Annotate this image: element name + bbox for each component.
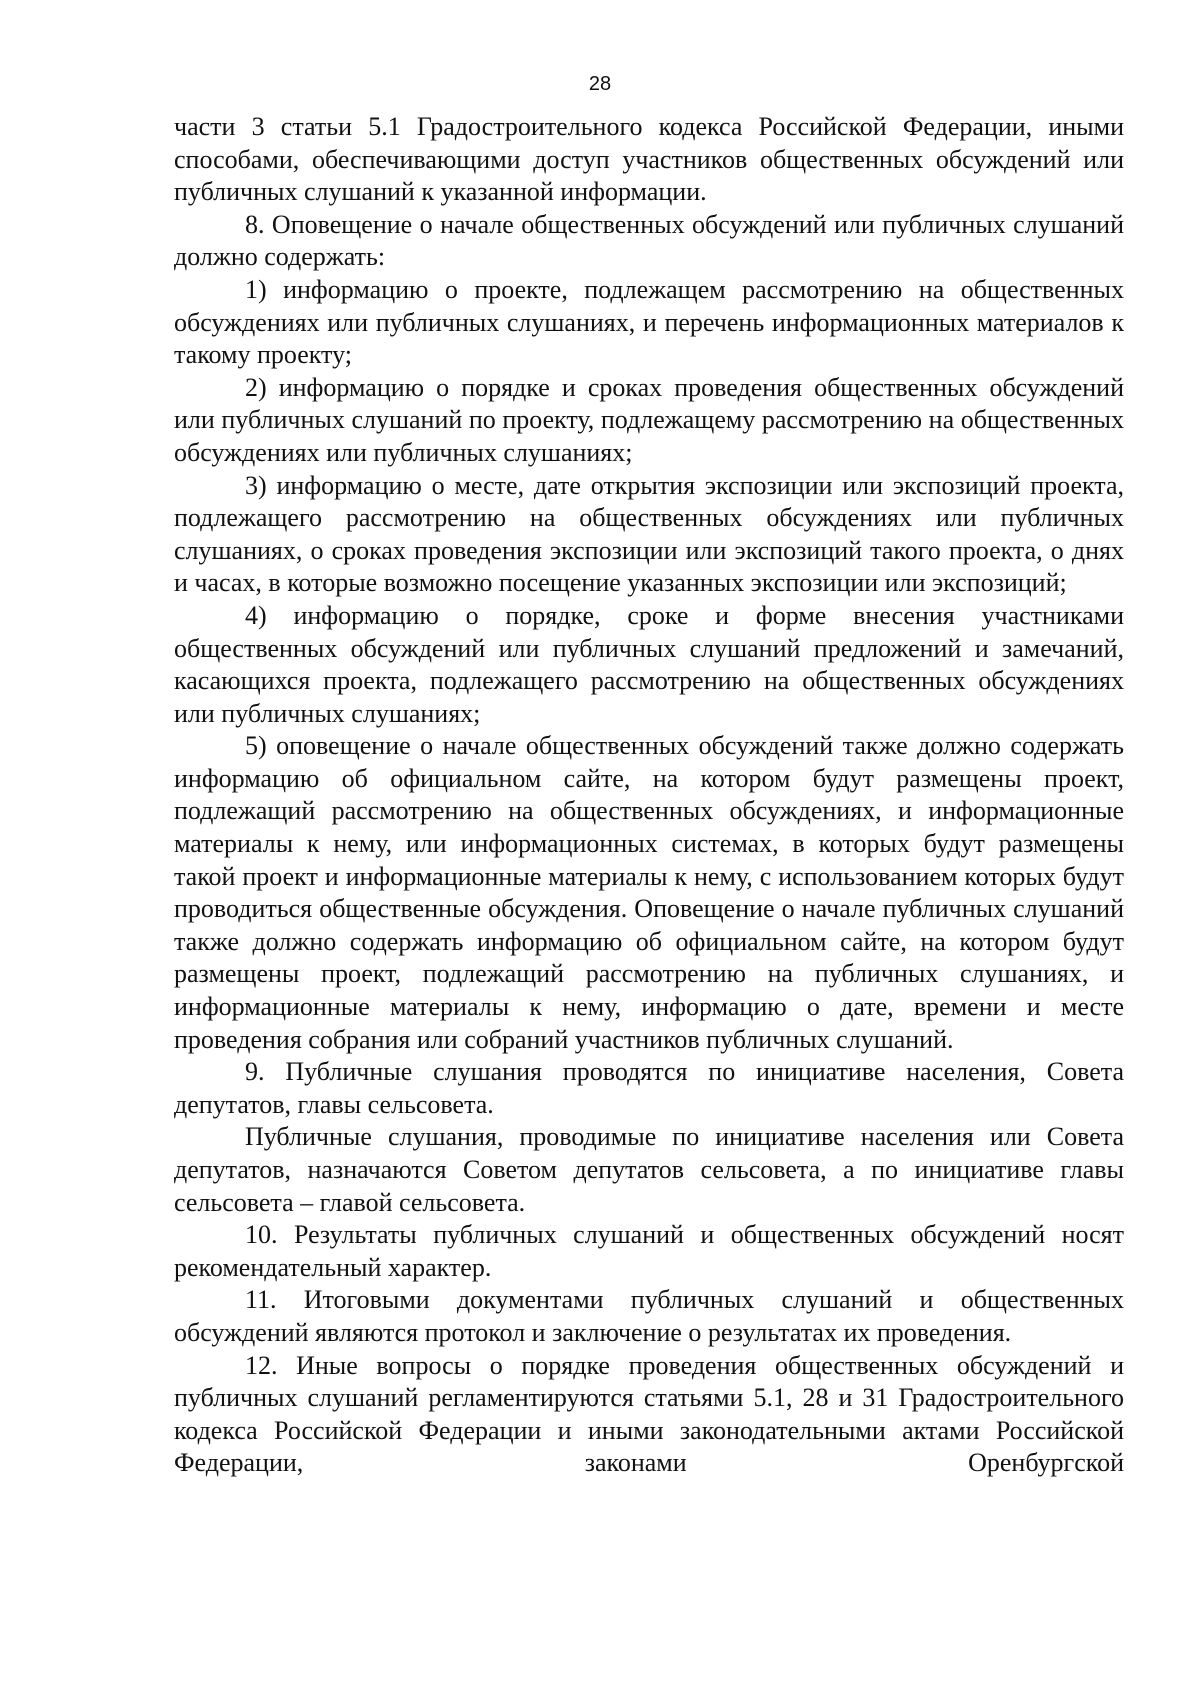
paragraph-item-9-continued: Публичные слушания, проводимые по инициативе населения или Совета депутатов, назначаются Советом депутатов сельсовета, а по инициативе главы сельсовета – главой сельсовета. — [174, 1122, 1124, 1217]
paragraph-subitem-1: 1) информацию о проекте, подлежащем рассмотрению на общественных обсуждениях или публичных слушаниях, и перечень информационных материалов к такому проекту; — [174, 274, 1124, 370]
paragraph-continuation: части 3 статьи 5.1 Градостроительного кодекса Российской Федерации, иными способами, обеспечивающими доступ участников общественных обсуждений или публичных слушаний к указанной информации. — [174, 112, 1124, 207]
paragraph-item-8: 8. Оповещение о начале общественных обсуждений или публичных слушаний должно содержать: — [174, 209, 1124, 272]
paragraph-subitem-4: 4) информацию о порядке, сроке и форме внесения участниками общественных обсуждений или публичных слушаний предложений и замечаний, касающихся проекта, подлежащего рассмотрению на общественных обсуждениях или публичных слушаниях; — [174, 600, 1124, 728]
paragraph-item-9: 9. Публичные слушания проводятся по инициативе населения, Совета депутатов, главы сельсовета. — [174, 1057, 1124, 1119]
paragraph-subitem-3: 3) информацию о месте, дате открытия экспозиции или экспозиций проекта, подлежащего рассмотрению на общественных обсуждениях или публичных слушаниях, о сроках проведения экспозиции или экспозиций такого проекта, о днях и часах, в которые возможно посещение указанных экспозиции или экспозиций; — [174, 470, 1124, 598]
page-number: 28 — [588, 73, 612, 95]
paragraph-item-12: 12. Иные вопросы о порядке проведения общественных обсуждений и публичных слушаний регламентируются статьями 5.1, 28 и 31 Градостроительного кодекса Российской Федерации и иными законодательными актами Российской Федерации, законами Оренбургской — [174, 1350, 1124, 1478]
document-body — [174, 111, 1124, 1480]
paragraph-subitem-5: 5) оповещение о начале общественных обсуждений также должно содержать информацию об официальном сайте, на котором будут размещены проект, подлежащий рассмотрению на общественных обсуждениях, и информационные материалы к нему, или информационных системах, в которых будут размещены такой проект и информационные материалы к нему, с использованием которых будут проводиться общественные обсуждения. Оповещение о начале публичных слушаний также должно содержать информацию об официальном сайте, на котором будут размещены проект, подлежащий рассмотрению на публичных слушаниях, и информационные материалы к нему, информацию о дате, времени и месте проведения собрания или собраний участников публичных слушаний. — [174, 731, 1124, 1054]
paragraph-item-11: 11. Итоговыми документами публичных слушаний и общественных обсуждений являются протокол и заключение о результатах их проведения. — [174, 1285, 1124, 1347]
paragraph-subitem-2: 2) информацию о порядке и сроках проведения общественных обсуждений или публичных слушаний по проекту, подлежащему рассмотрению на общественных обсуждениях или публичных слушаниях; — [174, 372, 1124, 467]
paragraph-item-10: 10. Результаты публичных слушаний и общественных обсуждений носят рекомендательный характер. — [174, 1220, 1124, 1282]
